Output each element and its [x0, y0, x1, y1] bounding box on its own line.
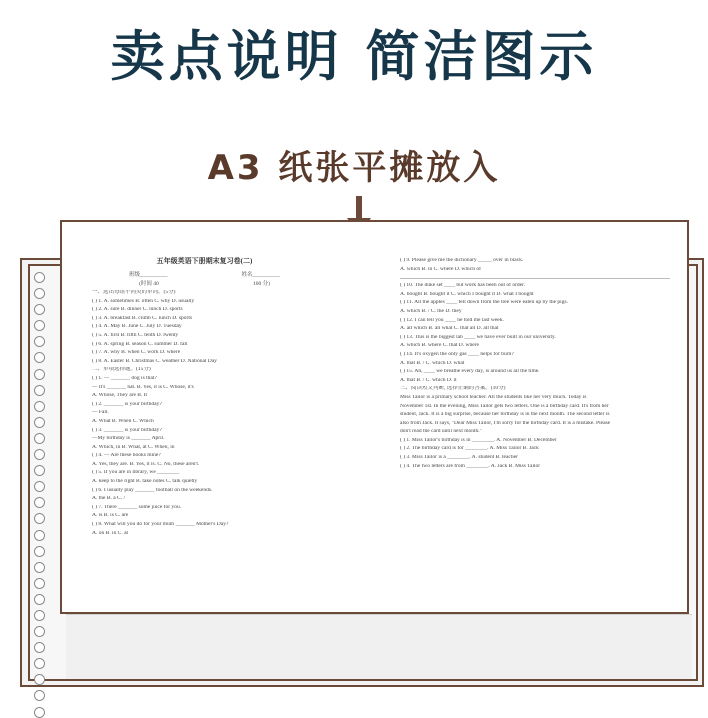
exam-score: 100 分) [252, 280, 270, 287]
exam-line: ( ) 14. It's oxygen the only gas ____ helps for burn? [400, 351, 514, 357]
binder-ring-icon [34, 707, 45, 718]
exam-line: ( ) 3. _______ is your birthday? [92, 427, 162, 433]
exam-line: don't read the card until next month." [400, 429, 482, 435]
exam-line: ( ) 1. — _______ dog is that? [92, 375, 157, 381]
binder-ring-icon [34, 369, 45, 380]
binder-ring-icon [34, 465, 45, 476]
exam-line: A. that B. / C. which D. what [400, 360, 465, 366]
exam-line: November 1st. In the evening, Miss Tailor gets two letters. One is a birthday card. It's from her [400, 403, 609, 409]
binder-ring-icon [34, 272, 45, 283]
binder-ring-icon [34, 562, 45, 573]
exam-line: 三、阅读短文判断, 选择正确的答案。(10分) [400, 386, 506, 392]
exam-line: — Fall. [92, 410, 109, 416]
exam-line: A. keep to the right B. take notes C. talk quietly [92, 479, 198, 485]
exam-line: ( ) 6. I usually play _______ football on the weekends. [92, 487, 213, 493]
exam-time: (时间 40 [139, 280, 159, 287]
exam-line: ( ) 7. There _______ some juice for you. [92, 504, 182, 510]
binder-ring-icon [34, 481, 45, 492]
exam-line: A. Yes, they are. B. Yes, it is. C. No, these aren't. [92, 461, 200, 467]
exam-line: ( ) 2. A. sure B. dinner C. lunch D. sports [92, 307, 183, 313]
exam-line: also from Jack. It says, "Dear Miss Tailor, I'm sorry for the birthday card. It is a mistake. Please [400, 420, 611, 426]
exam-line: A. bought B. bought it C. which I bought it D. what I bought [400, 291, 534, 297]
exam-line: ( ) 9. Please give me the dictionary _____ over in black. [400, 258, 524, 263]
headline: 卖点说明 简洁图示 [110, 25, 598, 88]
binder-ring-icon [34, 497, 45, 508]
exam-line: A. the B. a C. / [92, 496, 125, 502]
subheadline: A3 纸张平摊放入 [207, 148, 501, 188]
exam-left-column [92, 258, 317, 539]
exam-line: A. What B. When C. Which [92, 418, 154, 424]
exam-line: ( ) 4. A. May B. June C. July D. Tuesday [92, 324, 182, 330]
binder-ring-icon [34, 304, 45, 315]
exam-class-field: 班级__________ [128, 272, 168, 278]
binder-ring-icon [34, 642, 45, 653]
binder-ring-icon [34, 336, 45, 347]
exam-line: ( ) 13. This is the biggest lab ____ we have ever built in our university. [400, 334, 556, 340]
exam-line: — It's _______ hat. B. Yes, it is C. Whose, it's [92, 384, 194, 390]
binder-ring-icon [34, 594, 45, 605]
binder-ring-icon [34, 530, 45, 541]
exam-line: ( ) 5. If you are in library, we ________ [92, 470, 180, 476]
exam-line: ( ) 2. The birthday card is for ________. A. Miss Tailor B. Jack [400, 446, 539, 452]
exam-line: —My birthday is _______ April. [92, 436, 165, 442]
binder-ring-icon [34, 690, 45, 701]
exam-line: ( ) 3. A. breakfast B. climb C. lunch D. sports [92, 315, 193, 321]
exam-line: ( ) 6. A. spring B. season C. summer D. fall [92, 341, 188, 347]
exam-line: ( ) 11. All the apples ____ fell down from the tree were eaten up by the pigs. [400, 300, 568, 306]
exam-line: A. is B. is C. are [92, 513, 129, 519]
exam-line: A. which B. where C. that D. where [400, 343, 479, 349]
exam-line: A. which B. in C. where D. which of [400, 266, 481, 272]
exam-line: ( ) 4. The two letters are from ________. A. Jack B. Miss Tailor [400, 463, 541, 469]
exam-line: A. Whose, They are B. It [92, 393, 148, 399]
exam-line: ( ) 7. A. why B. when C. work D. where [92, 350, 181, 356]
exam-line: A. which B. / C. the D. they [400, 308, 462, 314]
binder-ring-icon [34, 417, 45, 428]
exam-line: ( ) 15. Ah, ____ we breathe every day, is around us all the time. [400, 369, 540, 375]
exam-name-field: 姓名__________ [241, 272, 280, 278]
exam-right-header [400, 258, 670, 279]
binder-ring-icon [34, 578, 45, 589]
exam-line: ( ) 1. Miss Tailor's birthday is in ________. A. November B. December [400, 437, 557, 443]
exam-meta [92, 273, 317, 279]
binder-ring-icon [34, 546, 45, 557]
exam-meta-2 [92, 282, 317, 288]
exam-line: ( ) 12. I can tell you ____ he told me last week. [400, 317, 504, 323]
binder-ring-icon [34, 449, 45, 460]
exam-line: ( ) 4. — Are these books mine? [92, 453, 161, 459]
binder-ring-icon [34, 401, 45, 412]
binder-ring-icon [34, 658, 45, 669]
binder-ring-icon [34, 626, 45, 637]
exam-left-lines [92, 290, 317, 539]
exam-line: A. on B. in C. at [92, 530, 129, 536]
exam-line: ( ) 3. Miss Tailor is a ________. A. student B. teacher [400, 455, 518, 461]
exam-title: 五年级英语下册期末复习卷(二) [156, 257, 253, 265]
exam-line: A. all which B. all what C. that all D. all that [400, 326, 499, 332]
exam-line: A. that B. / C. which D. it [400, 377, 457, 383]
sheet-protector-pocket [66, 614, 692, 679]
exam-line: student, Jack. It is a big surprise, because her birthday is in the next month. The second letter is [400, 412, 610, 418]
binder-ring-icon [34, 320, 45, 331]
exam-right-lines [400, 283, 670, 472]
exam-line: ( ) 2. _______ is your birthday? [92, 401, 162, 407]
exam-line: ( ) 8. What will you do for your mum _______ Mother's Day? [92, 522, 229, 528]
exam-line: ( ) 5. A. first B. fifth C. tenth D. twenty [92, 332, 179, 338]
binder-ring-icon [34, 610, 45, 621]
exam-line: 二、单项选择题。(15分) [92, 367, 151, 373]
exam-right-column [400, 258, 670, 472]
binder-ring-icon [34, 385, 45, 396]
exam-line: ( ) 10. The duke set ____ but work has been out of order. [400, 283, 525, 289]
binder-rings [32, 272, 48, 672]
exam-line: ( ) 1. A. sometimes B. often C. why D. usually [92, 298, 195, 304]
exam-line: A. Which, in B. What, at C. When, in [92, 444, 175, 450]
binder-ring-icon [34, 288, 45, 299]
exam-line: ( ) 8. A. Easter B. Christmas C. weather D. National Day [92, 358, 217, 364]
exam-line: 一、选出每组不同类的单词。(5分) [92, 290, 176, 295]
binder-ring-icon [34, 352, 45, 363]
binder-ring-icon [34, 433, 45, 444]
exam-line: Miss Tailor is a primary school teacher. All the students like her very much. Today is [400, 394, 587, 400]
binder-ring-icon [34, 513, 45, 524]
